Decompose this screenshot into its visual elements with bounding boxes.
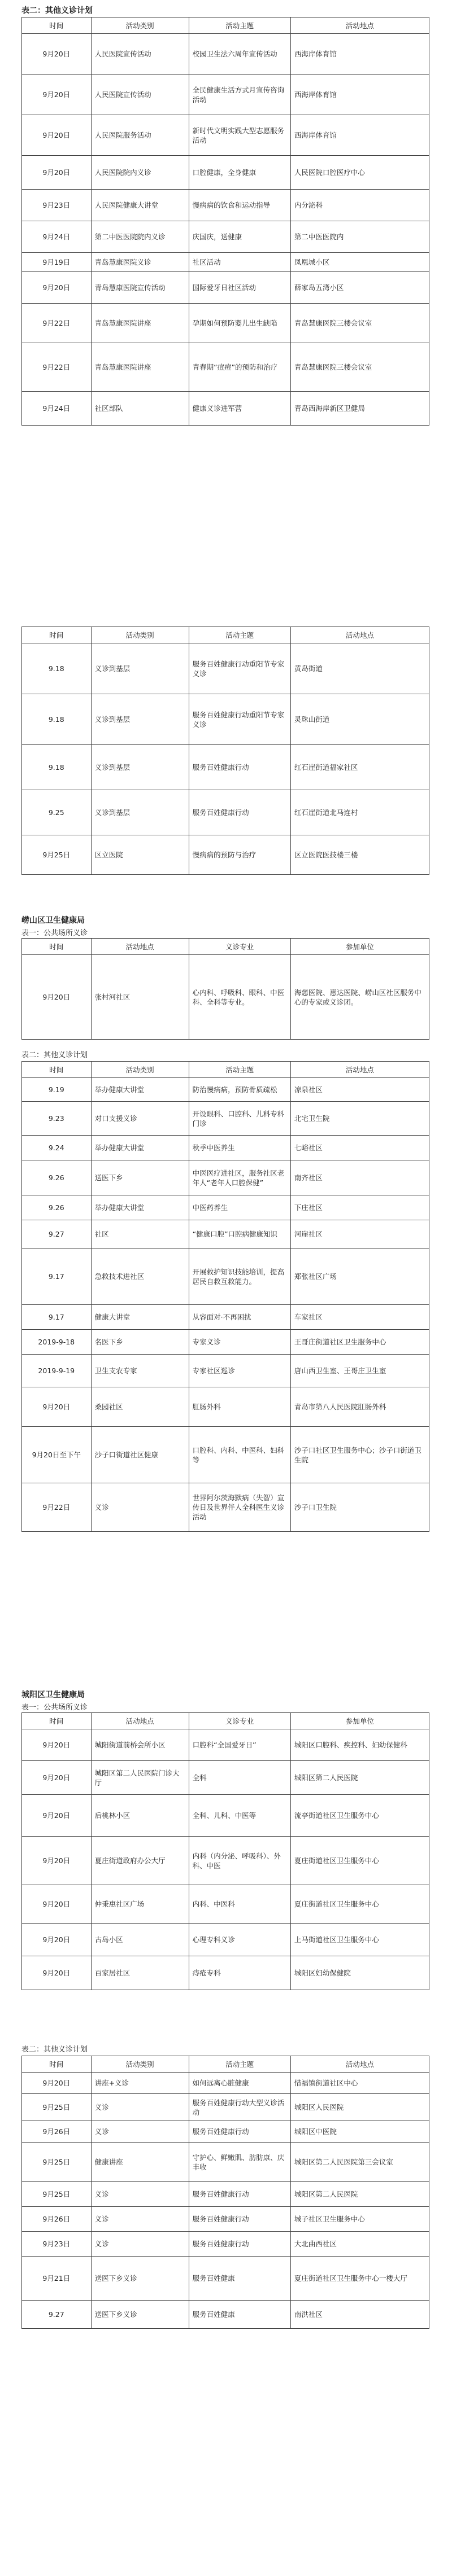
table-cell: 送医下乡义诊 [91,2257,189,2301]
table-cell: 全科、儿科、中医等 [189,1795,290,1837]
table-cell: 西海岸体育馆 [290,115,429,156]
table-cell: 七峪社区 [290,1136,429,1160]
table-cell: 夏庄街道政府办公大厅 [91,1837,189,1885]
table-row [22,643,429,694]
table-cell: 9月20日 [22,955,92,1040]
table-cell: 9.17 [22,1305,92,1330]
table-cell: 大北曲西社区 [290,2232,429,2257]
table-cell: 送医下乡义诊 [91,2301,189,2329]
table-cell: 2019-9-19 [22,1355,92,1387]
table-cell: 沙子口卫生院 [290,1483,429,1532]
table-cell: 服务百姓健康行动 [189,745,290,790]
table-row [22,1248,429,1305]
table-cell: 城阳区第二人民医院第三会议室 [290,2143,429,2182]
table-cell: 开设眼科、口腔科、儿科专科门诊 [189,1102,290,1136]
table-cell: 义诊 [91,2182,189,2207]
column-header: 活动主题 [189,2056,290,2073]
column-header: 活动主题 [189,1062,290,1078]
table-row [22,955,429,1040]
table-row [22,1220,429,1248]
section-title-public-clinic-2: 表一：公共场所义诊 [21,929,88,937]
table-cell: 薛家岛五湾小区 [290,272,429,304]
table-cell: 9月22日 [22,304,92,343]
table-cell: 讲座+义诊 [91,2073,189,2094]
table-cell: 张村河社区 [91,955,189,1040]
table-cell: 义诊到基层 [91,790,189,835]
table-cell: 9月23日 [22,190,92,221]
table-row [22,1195,429,1220]
table-cell: 9月22日 [22,1483,92,1532]
table-cell: 口腔科“全国爱牙日” [189,1729,290,1761]
table-row [22,115,429,156]
table-cell: 红石崖街道北马连村 [290,790,429,835]
table-cell: 中医医疗进社区，服务社区老年人“老年人口腔保健” [189,1160,290,1195]
table-cell: 凉泉社区 [290,1078,429,1102]
section-title-other-plan-3: 表二：其他义诊计划 [21,2045,88,2054]
column-header: 义诊专业 [189,939,290,955]
table-cell: 孕期如何预防婴儿出生缺陷 [189,304,290,343]
column-header: 活动地点 [290,2056,429,2073]
column-header: 时间 [22,2056,92,2073]
other-plan-table-2 [21,627,429,875]
table-row [22,2207,429,2232]
table-row [22,745,429,790]
table-cell: 送医下乡 [91,1160,189,1195]
table-cell: 人民医院口腔医疗中心 [290,156,429,190]
table-cell: 9月20日 [22,115,92,156]
table-row [22,304,429,343]
table-row [22,1837,429,1885]
table-cell: 西海岸体育馆 [290,34,429,75]
table-row [22,1136,429,1160]
table-row [22,2073,429,2094]
table-cell: 青岛慧康医院三楼会议室 [290,304,429,343]
table-row [22,221,429,253]
table-cell: 灵珠山街道 [290,694,429,745]
column-header: 活动地点 [91,939,189,955]
column-header: 活动主题 [189,17,290,34]
table-cell: 2019-9-18 [22,1330,92,1355]
table-row [22,392,429,426]
other-plan-table-1 [21,17,429,426]
table-row [22,835,429,875]
table-cell: 9月24日 [22,392,92,426]
table-row [22,1885,429,1924]
table-cell: 青岛市第八人民医院肛肠外科 [290,1387,429,1427]
table-cell: 9.25 [22,790,92,835]
table-row [22,2182,429,2207]
table-cell: 中医药养生 [189,1195,290,1220]
table-header-row [22,939,429,955]
table-cell: 夏庄街道社区卫生服务中心 [290,1885,429,1924]
table-cell: 海慈医院、惠达医院、崂山区社区服务中心的专家或义诊团。 [290,955,429,1040]
column-header: 活动地点 [290,17,429,34]
table-cell: 义诊 [91,2207,189,2232]
table-cell: 青岛慧康医院宣传活动 [91,272,189,304]
table-cell: 人民医院院内义诊 [91,156,189,190]
table-cell: 卫生支农专家 [91,1355,189,1387]
column-header: 参加单位 [290,1713,429,1729]
table-row [22,1330,429,1355]
table-cell: 人民医院健康大讲堂 [91,190,189,221]
column-header: 时间 [22,1062,92,1078]
table-cell: 城子社区卫生服务中心 [290,2207,429,2232]
table-cell: 社区 [91,1220,189,1248]
table-cell: 古岛小区 [91,1924,189,1956]
table-cell: 后桃林小区 [91,1795,189,1837]
table-cell: 人民医院宣传活动 [91,34,189,75]
table-cell: 凤凰城小区 [290,253,429,272]
table-row [22,1160,429,1195]
table-cell: 下庄社区 [290,1195,429,1220]
table-row [22,190,429,221]
table-cell: 第二中医医院院内义诊 [91,221,189,253]
column-header: 活动类别 [91,627,189,643]
column-header: 活动类别 [91,1062,189,1078]
table-cell: 开展救护知识技能培训，提高居民自救互救能力。 [189,1248,290,1305]
table-cell: 9月20日 [22,75,92,115]
table-cell: 城阳区妇幼保健院 [290,1956,429,1990]
table-cell: 义诊到基层 [91,643,189,694]
table-cell: 城阳区第二人民医院 [290,2182,429,2207]
table-cell: 9月19日 [22,253,92,272]
table-cell: 夏庄街道社区卫生服务中心一楼大厅 [290,2257,429,2301]
table-cell: 专家社区巡诊 [189,1355,290,1387]
table-row [22,1078,429,1102]
table-cell: 9月20日至下午 [22,1427,92,1483]
table-cell: 北宅卫生院 [290,1102,429,1136]
table-cell: 健康大讲堂 [91,1305,189,1330]
table-cell: 义诊 [91,1483,189,1532]
table-cell: 桑园社区 [91,1387,189,1427]
table-cell: 9月22日 [22,343,92,392]
column-header: 活动类别 [91,17,189,34]
table-cell: 9.24 [22,1136,92,1160]
table-cell: 王哥庄街道社区卫生服务中心 [290,1330,429,1355]
table-cell: 国际爱牙日社区活动 [189,272,290,304]
column-header: 活动地点 [290,627,429,643]
table-cell: 服务百姓健康行动重阳节专家义诊 [189,694,290,745]
table-cell: 9.19 [22,1078,92,1102]
table-cell: 9月25日 [22,2143,92,2182]
table-cell: 肛肠外科 [189,1387,290,1427]
table-row [22,1427,429,1483]
table-cell: 人民医院服务活动 [91,115,189,156]
section-title-other-plan-1: 表二：其他义诊计划 [21,6,93,15]
table-cell: 9.18 [22,745,92,790]
table-cell: 服务百姓健康行动大型义诊活动 [189,2094,290,2121]
table-cell: 沙子口社区卫生服务中心；沙子口街道卫生院 [290,1427,429,1483]
public-clinic-table-3 [21,1712,429,1990]
table-row [22,1483,429,1532]
table-row [22,1729,429,1761]
table-cell: 举办健康大讲堂 [91,1195,189,1220]
column-header: 活动地点 [91,1713,189,1729]
table-cell: 9月26日 [22,2121,92,2143]
table-cell: 慢病病的预防与治疗 [189,835,290,875]
table-cell: 如何远离心脏健康 [189,2073,290,2094]
table-cell: 郑张社区广场 [290,1248,429,1305]
table-cell: 9月25日 [22,2182,92,2207]
table-cell: 社区部队 [91,392,189,426]
table-cell: 流亭街道社区卫生服务中心 [290,1795,429,1837]
table-cell: 9.18 [22,643,92,694]
table-cell: 世界阿尔茨海默病（失智）宣传日及世界伴人全科医生义诊活动 [189,1483,290,1532]
table-cell: 9.27 [22,1220,92,1248]
table-cell: 对口支援义诊 [91,1102,189,1136]
table-cell: 9月24日 [22,221,92,253]
table-row [22,1924,429,1956]
table-row [22,1956,429,1990]
column-header: 活动主题 [189,627,290,643]
table-cell: 仲秉惠社区广场 [91,1885,189,1924]
table-cell: 上马街道社区卫生服务中心 [290,1924,429,1956]
table-row [22,2232,429,2257]
table-cell: 车家社区 [290,1305,429,1330]
district-title-chengyang: 城阳区卫生健康局 [21,1690,85,1699]
section-title-public-clinic-3: 表一：公共场所义诊 [21,1703,88,1712]
table-row [22,253,429,272]
table-cell: 青岛慧康医院讲座 [91,304,189,343]
table-row [22,2121,429,2143]
table-cell: 义诊到基层 [91,745,189,790]
table-cell: “健康口腔”口腔病健康知识 [189,1220,290,1248]
table-cell: 西海岸体育馆 [290,75,429,115]
table-cell: 防治慢病病，预防骨质疏松 [189,1078,290,1102]
table-cell: 9月20日 [22,1761,92,1795]
table-cell: 义诊 [91,2232,189,2257]
table-cell: 城阳区口腔科、疾控科、妇幼保健科 [290,1729,429,1761]
table-cell: 夏庄街道社区卫生服务中心 [290,1837,429,1885]
table-row [22,272,429,304]
table-row [22,790,429,835]
table-cell: 9月20日 [22,34,92,75]
table-cell: 新时代文明实践大型志愿服务活动 [189,115,290,156]
table-row [22,1305,429,1330]
table-cell: 庆国庆，送健康 [189,221,290,253]
table-cell: 健康义诊进军营 [189,392,290,426]
table-cell: 百家居社区 [91,1956,189,1990]
column-header: 时间 [22,1713,92,1729]
table-cell: 人民医院宣传活动 [91,75,189,115]
table-cell: 唐山西卫生室、王哥庄卫生室 [290,1355,429,1387]
table-cell: 9月20日 [22,1837,92,1885]
table-cell: 9.26 [22,1195,92,1220]
table-cell: 9月20日 [22,1924,92,1956]
table-cell: 慢病病的饮食和运动指导 [189,190,290,221]
column-header: 义诊专业 [189,1713,290,1729]
public-clinic-table-2 [21,938,429,1040]
table-cell: 9.17 [22,1248,92,1305]
table-cell: 服务百姓健康 [189,2301,290,2329]
table-cell: 9月25日 [22,835,92,875]
table-row [22,343,429,392]
table-cell: 区立医院 [91,835,189,875]
column-header: 活动类别 [91,2056,189,2073]
table-cell: 痔疮专科 [189,1956,290,1990]
table-header-row [22,17,429,34]
table-header-row [22,1713,429,1729]
section-title-other-plan-2: 表二：其他义诊计划 [21,1051,88,1059]
table-cell: 9.23 [22,1102,92,1136]
table-row [22,156,429,190]
table-cell: 秋季中医养生 [189,1136,290,1160]
table-row [22,1795,429,1837]
table-cell: 城阳区中医院 [290,2121,429,2143]
table-row [22,2094,429,2121]
table-cell: 河崖社区 [290,1220,429,1248]
table-cell: 内科、中医科 [189,1885,290,1924]
table-cell: 9.27 [22,2301,92,2329]
table-cell: 青岛慧康医院三楼会议室 [290,343,429,392]
table-cell: 心内科、呼吸科、眼科、中医科、全科等专业。 [189,955,290,1040]
table-cell: 健康讲座 [91,2143,189,2182]
table-cell: 青岛慧康医院讲座 [91,343,189,392]
table-cell: 义诊到基层 [91,694,189,745]
district-title-laoshan: 崂山区卫生健康局 [21,916,85,925]
table-cell: 黄岛街道 [290,643,429,694]
table-cell: 口腔科、内科、中医科、妇科等 [189,1427,290,1483]
table-cell: 沙子口街道社区健康 [91,1427,189,1483]
table-cell: 内分泌科 [290,190,429,221]
table-cell: 举办健康大讲堂 [91,1078,189,1102]
table-cell: 9月26日 [22,2207,92,2232]
table-row [22,2301,429,2329]
table-header-row [22,627,429,643]
table-cell: 红石崖街道福家社区 [290,745,429,790]
other-plan-table-3 [21,1061,429,1532]
table-cell: 校园卫生法六周年宣传活动 [189,34,290,75]
table-cell: 南齐社区 [290,1160,429,1195]
table-cell: 城阳区第二人民医院 [290,1761,429,1795]
table-header-row [22,2056,429,2073]
table-cell: 服务百姓健康行动重阳节专家义诊 [189,643,290,694]
table-cell: 青岛西海岸新区卫健局 [290,392,429,426]
table-cell: 9月20日 [22,1795,92,1837]
table-row [22,1387,429,1427]
table-cell: 名医下乡 [91,1330,189,1355]
table-cell: 服务百姓健康行动 [189,2121,290,2143]
table-cell: 9.18 [22,694,92,745]
table-row [22,1102,429,1136]
table-cell: 9月20日 [22,272,92,304]
table-cell: 惜福镇街道社区中心 [290,2073,429,2094]
table-cell: 9月20日 [22,1387,92,1427]
table-cell: 服务百姓健康行动 [189,2207,290,2232]
table-cell: 全科 [189,1761,290,1795]
table-row [22,2143,429,2182]
table-cell: 内科（内分泌、呼吸科）、外科、中医 [189,1837,290,1885]
table-cell: 急救技术进社区 [91,1248,189,1305]
column-header: 活动地点 [290,1062,429,1078]
column-header: 时间 [22,939,92,955]
table-cell: 9月20日 [22,2073,92,2094]
table-cell: 9月20日 [22,156,92,190]
table-cell: 守护心、鲜嫩肌、肪肪康、庆丰收 [189,2143,290,2182]
table-cell: 心理专科义诊 [189,1924,290,1956]
table-cell: 口腔健康，全身健康 [189,156,290,190]
table-cell: 南洪社区 [290,2301,429,2329]
column-header: 时间 [22,627,92,643]
table-row [22,2257,429,2301]
table-cell: 9月20日 [22,1956,92,1990]
table-cell: 全民健康生活方式月宣传咨询活动 [189,75,290,115]
table-cell: 社区活动 [189,253,290,272]
table-cell: 区立医院医技楼三楼 [290,835,429,875]
table-row [22,694,429,745]
table-cell: 青岛慧康医院义诊 [91,253,189,272]
table-cell: 服务百姓健康 [189,2257,290,2301]
table-cell: 专家义诊 [189,1330,290,1355]
table-cell: 9月21日 [22,2257,92,2301]
table-cell: 9月20日 [22,1729,92,1761]
table-cell: 服务百姓健康行动 [189,2232,290,2257]
table-cell: 义诊 [91,2094,189,2121]
table-cell: 城阳街道前桥会所小区 [91,1729,189,1761]
table-row [22,34,429,75]
other-plan-table-4 [21,2056,429,2329]
table-row [22,1355,429,1387]
column-header: 参加单位 [290,939,429,955]
table-cell: 从容面对·不再困扰 [189,1305,290,1330]
table-cell: 服务百姓健康行动 [189,2182,290,2207]
table-cell: 服务百姓健康行动 [189,790,290,835]
table-cell: 9月25日 [22,2094,92,2121]
table-cell: 9月20日 [22,1885,92,1924]
column-header: 时间 [22,17,92,34]
table-cell: 青春期“痘痘”的预防和治疗 [189,343,290,392]
table-cell: 9月23日 [22,2232,92,2257]
table-cell: 9.26 [22,1160,92,1195]
table-row [22,1761,429,1795]
table-header-row [22,1062,429,1078]
table-cell: 第二中医医院内 [290,221,429,253]
table-cell: 城阳区第二人民医院门诊大厅 [91,1761,189,1795]
table-cell: 城阳区人民医院 [290,2094,429,2121]
table-row [22,75,429,115]
table-cell: 义诊 [91,2121,189,2143]
table-cell: 举办健康大讲堂 [91,1136,189,1160]
